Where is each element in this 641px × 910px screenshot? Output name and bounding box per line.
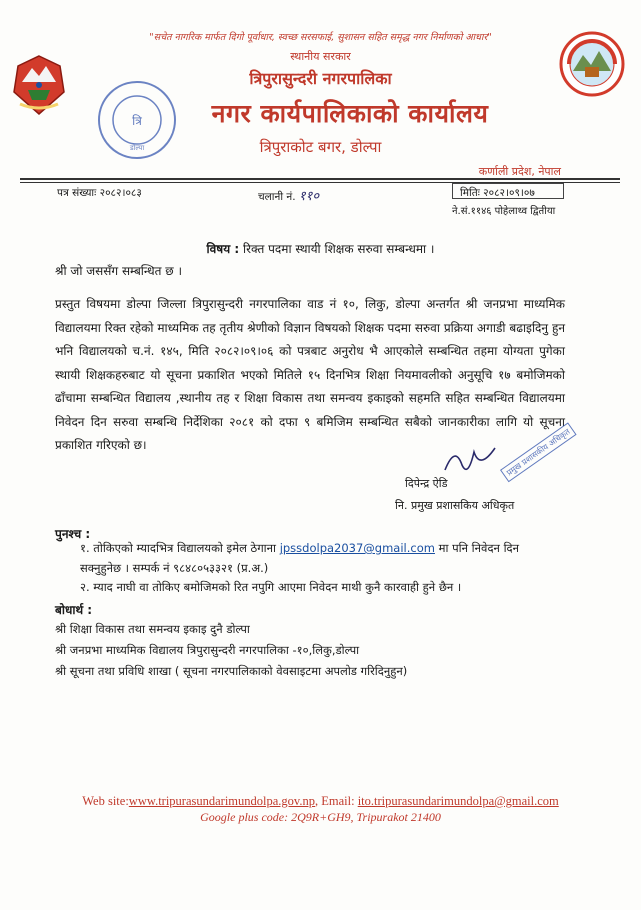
- postscript-heading: पुनश्च :: [55, 527, 91, 541]
- motto: "सचेत नागरिक मार्फत दिगो पूर्वाधार, स्वच्छ सरसफाई, सुशासन सहित समृद्ध नगर निर्माणको आधार": [149, 32, 492, 43]
- footer-contacts: Web site:www.tripurasundarimundolpa.gov.np, Email: ito.tripurasundarimundolpa@gmail.com: [82, 794, 559, 808]
- cc-heading: बोधार्थ :: [55, 603, 93, 617]
- cc-item: श्री सूचना तथा प्रविधि शाखा ( सूचना नगरपालिकाको वेवसाइटमा अपलोड गरिदिनुहुन): [55, 664, 408, 678]
- plus-code: Google plus code: 2Q9R+GH9, Tripurakot 21400: [200, 810, 441, 824]
- signature-icon: [440, 440, 500, 485]
- svg-text:डोल्पा: डोल्पा: [129, 144, 145, 152]
- dispatch-number: चलानी नं. ११०: [258, 189, 320, 204]
- website-link[interactable]: www.tripurasundarimundolpa.gov.np: [128, 794, 315, 808]
- postscript-item: २. म्याद नाघी वा तोकिए बमोजिमको रित नपुगि आएमा निवेदन माथी कुनै कारवाही हुने छैन ।: [80, 580, 462, 594]
- postscript-item: १. तोकिएको म्यादभित्र विद्यालयको इमेल ठेगाना jpssdolpa2037@gmail.com मा पनि निवेदन दिन सक्नुहुनेछ । सम्पर्क नं ९८४८०५३३२१ (प्र.अ.): [80, 541, 520, 575]
- letter-number: पत्र संख्याः २०८२।०८३: [57, 187, 142, 199]
- municipality-name: त्रिपुरासुन्दरी नगरपालिका: [249, 69, 392, 88]
- signatory-name: दिपेन्द्र ऐडि: [405, 477, 448, 490]
- government-label: स्थानीय सरकार: [290, 50, 351, 63]
- nepal-sambat-date: ने.सं.११४६ पोहेलाथ्व द्वितीया: [452, 206, 556, 217]
- header-divider: [20, 178, 620, 180]
- province-label: कर्णाली प्रदेश, नेपाल: [478, 165, 561, 178]
- office-address: त्रिपुराकोट बगर, डोल्पा: [259, 138, 382, 156]
- school-email-link[interactable]: jpssdolpa2037@gmail.com: [279, 541, 435, 555]
- letter-date: मितिः २०८२।०९।०७: [460, 187, 535, 199]
- subject-line: विषय : रिक्त पदमा स्थायी शिक्षक सरुवा सम्बन्धमा ।: [206, 242, 435, 256]
- letter-body: प्रस्तुत विषयमा डोल्पा जिल्ला त्रिपुरासुन्दरी नगरपालिका वाड नं १०, लिकु, डोल्पा अन्तर्गत श्री जनप्रभा माध्यमिक विद्यालयमा रिक्त रहेको माध्यमिक तह तृतीय श्रेणीको विज्ञान विषयको शिक्षक पदमा सरुवा प्रक्रिया अगाडी बढाइदिनु हुन भनि विद्यालयको च.नं. १४५, मिति २०८२।०९।०६ को पत्रबाट अनुरोध भै आएकोले सम्बन्धित तहमा योग्यता पुगेका स्थायी शिक्षकहरुबाट यो सूचना प्रकाशित भएको मितिले १५ दिनभित्र शिक्षा नियमावलीको अनुसूचि १७ बमोजिमको ढाँचामा सम्बन्धित विद्यालय ,स्थानीय तह र शिक्षा विकास तथा समन्वय इकाइको सहमति सहित सम्बन्धित विद्यालयमा निवेदन दिन सरुवा सम्बन्धि निर्देशिका २०८१ को दफा ९ बमिजिम सम्बन्धित सबैको जानकारीका लागि यो सूचना प्रकाशित गरिएको छ।: [55, 297, 565, 452]
- cc-item: श्री जनप्रभा माध्यमिक विद्यालय त्रिपुरासुन्दरी नगरपालिका -१०,लिकु,डोल्पा: [55, 643, 360, 657]
- signature-stamp: प्रमुख प्रशासकीय अधिकृत: [500, 422, 577, 482]
- cc-item: श्री शिक्षा विकास तथा समन्वय इकाइ दुनै डोल्पा: [55, 622, 250, 636]
- office-title: नगर कार्यपालिकाको कार्यालय: [211, 99, 489, 128]
- email-link[interactable]: ito.tripurasundarimundolpa@gmail.com: [357, 794, 559, 808]
- salutation: श्री जो जससँग सम्बन्धित छ ।: [55, 264, 183, 278]
- signatory-title: नि. प्रमुख प्रशासकिय अधिकृत: [395, 499, 515, 512]
- svg-text:त्रि: त्रि: [132, 114, 142, 128]
